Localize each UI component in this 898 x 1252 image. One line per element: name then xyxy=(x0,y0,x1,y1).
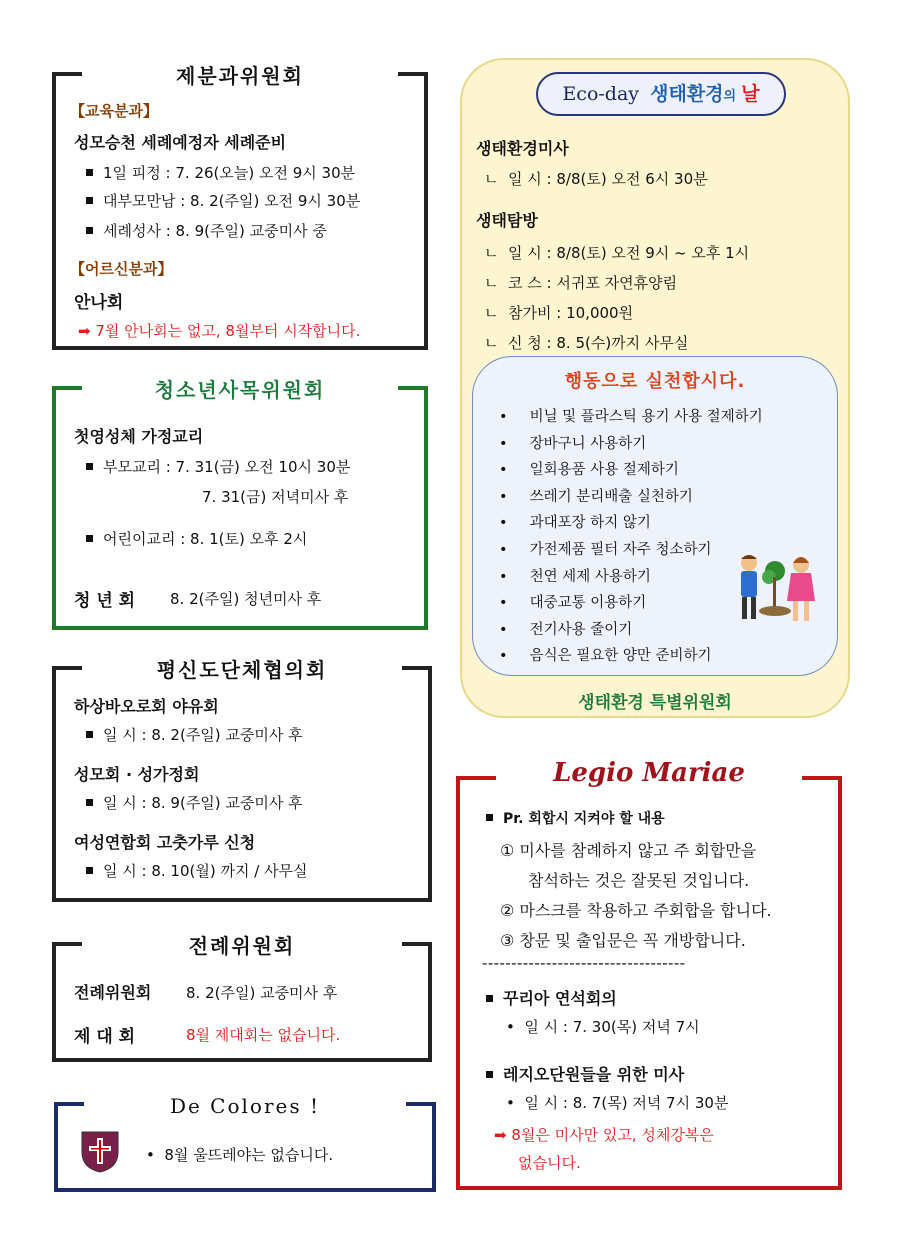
edu-title: 성모승천 세례예정자 세례준비 xyxy=(74,133,287,152)
group-item: 일 시 : 8. 9(주일) 교중미사 후 xyxy=(86,792,303,813)
parent-class-2: 7. 31(금) 저녁미사 후 xyxy=(202,488,349,506)
liturgy-row-value: 8월 제대회는 없습니다. xyxy=(186,1026,341,1044)
eco-action-item: • 과대포장 하지 않기 xyxy=(499,515,651,532)
eco-action-box xyxy=(472,356,838,676)
children-planting-tree-icon xyxy=(731,549,817,635)
group-title: 성모회 · 성가정회 xyxy=(74,765,200,784)
legio-rule: 참석하는 것은 잘못된 것입니다. xyxy=(528,871,750,890)
eco-mass-item: ㄴ 일 시 : 8/8(토) 오전 6시 30분 xyxy=(484,170,708,188)
edu-item: 대부모만남 : 8. 2(주일) 오전 9시 30분 xyxy=(86,190,360,211)
eco-action-item: • 가전제품 필터 자주 청소하기 xyxy=(499,542,712,558)
legio-item: • 일 시 : 8. 7(목) 저녁 7시 30분 xyxy=(506,1094,729,1112)
liturgy-row-label: 전례위원회 xyxy=(74,983,152,1002)
legio-rule: ③ 창문 및 출입문은 꼭 개방합니다. xyxy=(500,931,746,950)
eco-action-title: 행동으로 실천합시다. xyxy=(564,371,746,392)
eco-footer: 생태환경 특별위원회 xyxy=(578,693,732,713)
legio-title: Legio Mariae xyxy=(553,758,745,788)
youth-club-value: 8. 2(주일) 청년미사 후 xyxy=(170,590,322,608)
liturgy-row-label: 제 대 회 xyxy=(74,1027,136,1047)
edu-header: 【교육분과】 xyxy=(70,102,158,120)
eco-mass-title: 생태환경미사 xyxy=(476,139,569,158)
liturgy-row-value: 8. 2(주일) 교중미사 후 xyxy=(186,984,338,1002)
eco-banner: Eco-day 생태환경의 날 xyxy=(536,72,786,116)
legio-note: 없습니다. xyxy=(518,1154,581,1172)
decolores-title: De Colores ! xyxy=(54,1094,436,1118)
committee-youth xyxy=(52,376,428,630)
eco-action-item: • 천연 세제 사용하기 xyxy=(499,568,651,585)
youth-club-label: 청 년 회 xyxy=(74,591,136,611)
legio-rule: ② 마스크를 착용하고 주회합을 합니다. xyxy=(500,901,772,920)
eco-tour-item: ㄴ 코 스 : 서귀포 자연휴양림 xyxy=(484,274,678,292)
eco-action-item: • 대중교통 이용하기 xyxy=(499,595,647,612)
committee-lay xyxy=(52,656,432,902)
legio-mariae-section xyxy=(456,760,842,1190)
committee-jebun xyxy=(52,62,428,350)
edu-item: 1일 피정 : 7. 26(오늘) 오전 9시 30분 xyxy=(86,162,355,183)
liturgy-title: 전례위원회 xyxy=(52,930,432,959)
eco-action-item: • 음식은 필요한 양만 준비하기 xyxy=(499,648,712,665)
youth-title: 청소년사목위원회 xyxy=(52,374,428,403)
parent-class: 부모교리 : 7. 31(금) 오전 10시 30분 xyxy=(86,456,350,477)
legio-heading: 꾸리아 연석회의 xyxy=(486,986,617,1009)
jebun-title: 제분과위원회 xyxy=(52,60,428,89)
committee-liturgy xyxy=(52,930,432,1062)
eco-tour-item: ㄴ 일 시 : 8/8(토) 오전 9시 ~ 오후 1시 xyxy=(484,244,750,262)
eco-action-item: • 전기사용 줄이기 xyxy=(499,621,633,638)
elder-title: 안나회 xyxy=(74,293,124,313)
legio-item: • 일 시 : 7. 30(목) 저녁 7시 xyxy=(506,1018,700,1036)
youth-sub: 첫영성체 가정교리 xyxy=(74,427,204,446)
arrow-icon: ➡ xyxy=(78,322,91,340)
eco-action-item: • 장바구니 사용하기 xyxy=(499,435,647,452)
decolores-item: • 8월 울뜨레야는 없습니다. xyxy=(146,1146,334,1164)
eco-action-item: • 쓰레기 분리배출 실천하기 xyxy=(499,488,693,505)
decolores-logo-icon xyxy=(76,1128,124,1174)
child-class: 어린이교리 : 8. 1(토) 오후 2시 xyxy=(86,528,307,549)
legio-rule: ① 미사를 참례하지 않고 주 회합만을 xyxy=(500,841,757,860)
eco-action-item: • 일회용품 사용 절제하기 xyxy=(499,462,679,479)
lay-title: 평신도단체협의회 xyxy=(52,654,432,683)
eco-day-section xyxy=(460,58,850,718)
eco-tour-item: ㄴ 신 청 : 8. 5(수)까지 사무실 xyxy=(484,334,689,352)
legio-heading: 레지오단원들을 위한 미사 xyxy=(486,1062,684,1085)
eco-tour-title: 생태탐방 xyxy=(476,211,538,230)
decolores-section xyxy=(54,1094,436,1192)
arrow-icon: ➡ xyxy=(494,1126,507,1144)
legio-note: ➡ 8월은 미사만 있고, 성체강복은 xyxy=(494,1126,714,1144)
edu-item: 세례성사 : 8. 9(주일) 교중미사 중 xyxy=(86,220,327,241)
group-title: 하상바오로회 야유회 xyxy=(74,697,219,716)
elder-note: ➡ 7월 안나회는 없고, 8월부터 시작합니다. xyxy=(78,322,361,340)
legio-divider: ----------------------------------- xyxy=(482,954,686,972)
eco-tour-item: ㄴ 참가비 : 10,000원 xyxy=(484,304,634,322)
eco-action-item: • 비닐 및 플라스틱 용기 사용 절제하기 xyxy=(499,409,763,425)
elder-header: 【어르신분과】 xyxy=(70,260,173,278)
legio-heading: Pr. 회합시 지켜야 할 내용 xyxy=(486,808,665,828)
group-item: 일 시 : 8. 10(월) 까지 / 사무실 xyxy=(86,860,308,881)
group-item: 일 시 : 8. 2(주일) 교중미사 후 xyxy=(86,724,303,745)
group-title: 여성연합회 고춧가루 신청 xyxy=(74,833,256,852)
